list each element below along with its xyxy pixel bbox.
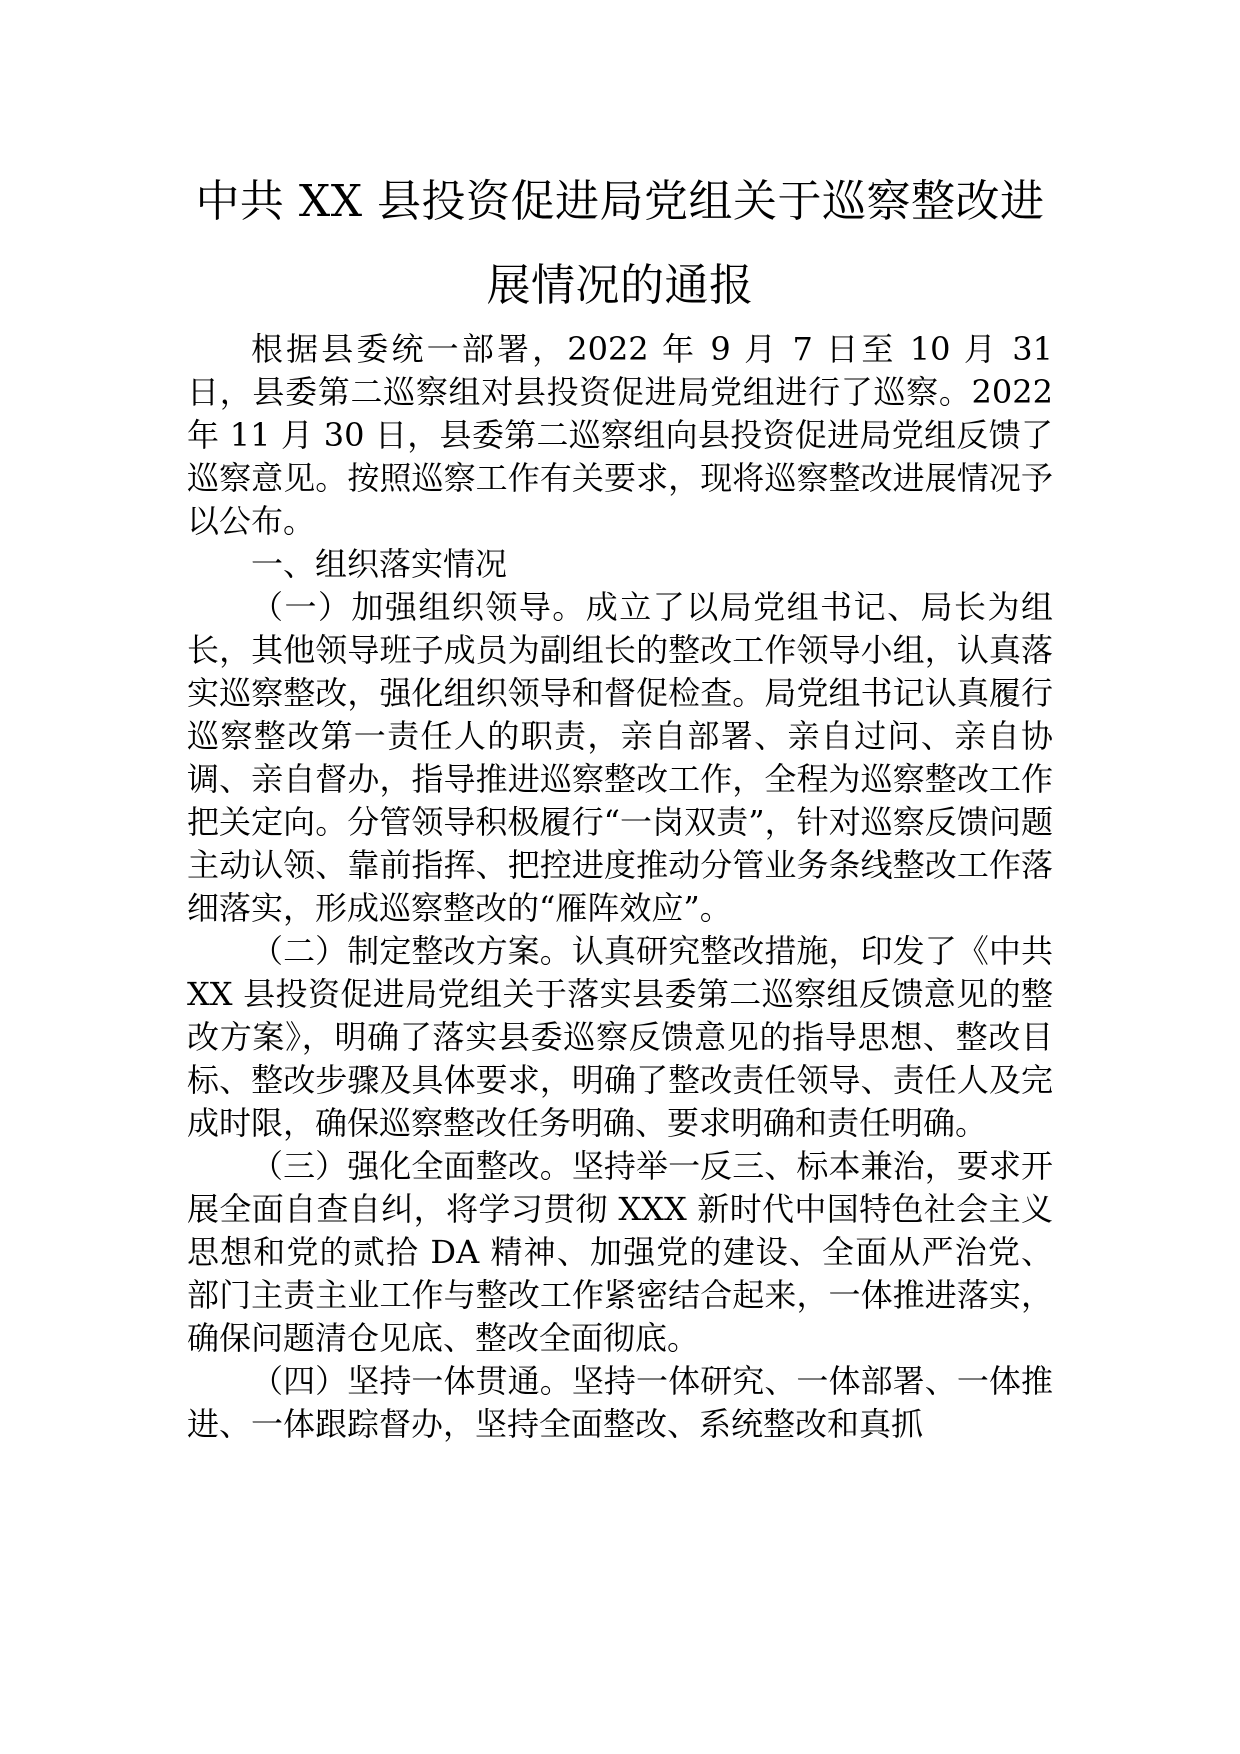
- paragraph-strengthen-leadership: （一）加强组织领导。成立了以局党组书记、局长为组长，其他领导班子成员为副组长的整改工作领导小组，认真落实巡察整改，强化组织领导和督促检查。局党组书记认真履行巡察整改第一责任人的职责，亲自部署、亲自过问、亲自协调、亲自督办，指导推进巡察整改工作，全程为巡察整改工作把关定向。分管领导积极履行“一岗双责”，针对巡察反馈问题主动认领、靠前指挥、把控进度推动分管业务条线整改工作落细落实，形成巡察整改的“雁阵效应”。: [187, 588, 1053, 927]
- intro-paragraph: 根据县委统一部署，2022 年 9 月 7 日至 10 月 31 日，县委第二巡察组对县投资促进局党组进行了巡察。2022 年 11 月 30 日，县委第二巡察组向县投资促进局党组反馈了巡察意见。按照巡察工作有关要求，现将巡察整改进展情况予以公布。: [187, 330, 1053, 540]
- document-title-line-2: 展情况的通报: [486, 260, 754, 311]
- document-content: [187, 160, 1053, 1446]
- paragraph-rectification-plan: （二）制定整改方案。认真研究整改措施，印发了《中共 XX 县投资促进局党组关于落实县委第二巡察组反馈意见的整改方案》，明确了落实县委巡察反馈意见的指导思想、整改目标、整改步骤及具体要求，明确了整改责任领导、责任人及完成时限，确保巡察整改任务明确、要求明确和责任明确。: [187, 932, 1053, 1142]
- paragraph-comprehensive-rectification: （三）强化全面整改。坚持举一反三、标本兼治，要求开展全面自查自纠，将学习贯彻 XXX 新时代中国特色社会主义思想和党的贰拾 DA 精神、加强党的建设、全面从严治党、部门主责主业工作与整改工作紧密结合起来，一体推进落实，确保问题清仓见底、整改全面彻底。: [187, 1147, 1053, 1357]
- section-heading-organization: 一、组织落实情况: [251, 545, 508, 583]
- document-title-line-1: 中共 XX 县投资促进局党组关于巡察整改进: [195, 176, 1045, 227]
- paragraph-integrated-approach: （四）坚持一体贯通。坚持一体研究、一体部署、一体推进、一体跟踪督办，坚持全面整改、系统整改和真抓: [187, 1362, 1053, 1443]
- document-title: [187, 160, 1053, 328]
- document-body: [187, 328, 1053, 1446]
